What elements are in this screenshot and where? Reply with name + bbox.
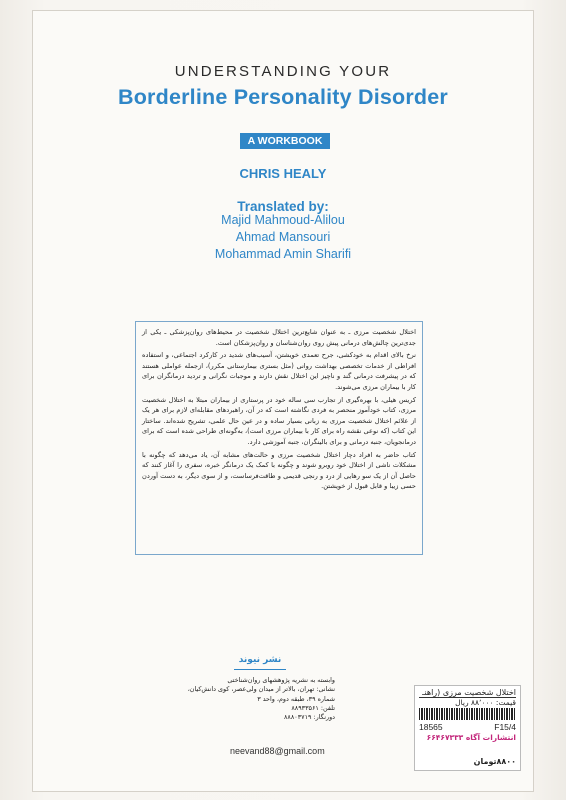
sticker-toman: ۸۸۰۰تومان	[473, 757, 516, 766]
barcode	[419, 708, 516, 720]
blurb-paragraph: کتاب حاضر به افراد دچار اختلال شخصیت مرزی و حالت‌های مشابه آن، یاد می‌دهد که چگونه با مشکلات ناشی از اختلال خود روبرو شوند و چگونه با کمک یک درمانگر خبره، سفری را آغاز کنند که حاصل آن از یک سو رهایی از درد و رنجی قدیمی و طاقت‌فرساست، و از سوی دیگر، به دست آوردن حسی زیبا و قابل قبول از خویشتن.	[142, 450, 416, 491]
publisher-address	[185, 676, 335, 722]
blurb-paragraph: نرخ بالای اقدام به خودکشی، جرح تعمدی خویشتن، آسیب‌های شدید در کارکرد اجتماعی، و استفاده افراطی از خدمات تخصصی بهداشت روانی (مثل بستری بیمارستانی مکرر)، ازجمله عواملی هستند که در پیشرفت درمانی گند و ناچیز این اختلال نقش دارند و موجبات نگرانی و تردید درمانگران برای کار با بیماران مرزی می‌شوند.	[142, 351, 416, 391]
publisher-line: تلفن: ۸۸۹۳۳۵۶۱	[291, 703, 335, 712]
translator-name: Majid Mahmoud-Alilou	[221, 213, 345, 227]
translator-name: Ahmad Mansouri	[235, 230, 331, 244]
sticker-price: قیمت: ۸۸٬۰۰۰ ریال	[455, 698, 516, 707]
logo-underline	[234, 669, 286, 670]
author-name: CHRIS HEALY	[239, 166, 327, 181]
sticker-code-right: F15/4	[494, 722, 516, 732]
translators-list	[0, 212, 566, 263]
publisher-email: neevand88@gmail.com	[230, 746, 325, 756]
sticker-publisher: انتشارات آگاه ۶۶۴۶۷۳۳۳	[426, 733, 516, 742]
cover-subtitle: UNDERSTANDING YOUR	[174, 63, 392, 80]
publisher-line: وابسته به نشریه پژوهشهای روان‌شناختی	[227, 676, 335, 684]
blurb-box	[135, 321, 423, 555]
workbook-badge: A WORKBOOK	[240, 133, 330, 149]
sticker-codes	[419, 722, 516, 732]
publisher-line: دورنگار: ۸۸۸۰۳۷۱۹	[283, 713, 335, 722]
translated-by-label: Translated by:	[237, 199, 329, 214]
sticker-code-left: 18565	[419, 722, 443, 732]
blurb-paragraph: اختلال شخصیت مرزی ـ به عنوان شایع‌ترین اختلال شخصیت در محیط‌های روان‌پزشکی ـ یکی از جدی‌ترین چالش‌های درمانی پیش روی روان‌شناسان و روان‌پزشکان است.	[142, 328, 416, 347]
publisher-logo: نشر نیوند	[238, 655, 282, 665]
publisher-line: شماره ۳۹، طبقه دوم، واحد ۳	[257, 694, 335, 703]
sticker-book-title: اختلال شخصیت مرزی (راهنـ	[419, 688, 516, 698]
cover-title: Borderline Personality Disorder	[118, 85, 448, 109]
publisher-line: نشانی: تهران، بالاتر از میدان ولی‌عصر، کوی دانش‌کیان،	[187, 685, 335, 694]
blurb-paragraph: کریس هیلی، با بهره‌گیری از تجارب سی ساله خود در پرستاری از بیماران مبتلا به اختلال شخصیت مرزی، کتاب خودآموز منحصر به فردی نگاشته است که در آن، راهبردهای مقابله‌ای لازم برای هر یک از علائم اختلال شخصیت مرزی به زبانی بسیار ساده و در عین حال علمی، تشریح شده‌اند. ساختار این کتاب (که نوعی نقشه راه برای کار با بیماران مرزی است)، به‌گونه‌ای طراحی شده است که برای درمانجویان، جنبه درمانی و برای بالینگران، جنبه آموزشی دارد.	[142, 395, 416, 446]
translator-name: Mohammad Amin Sharifi	[214, 247, 352, 261]
price-sticker	[414, 685, 521, 771]
